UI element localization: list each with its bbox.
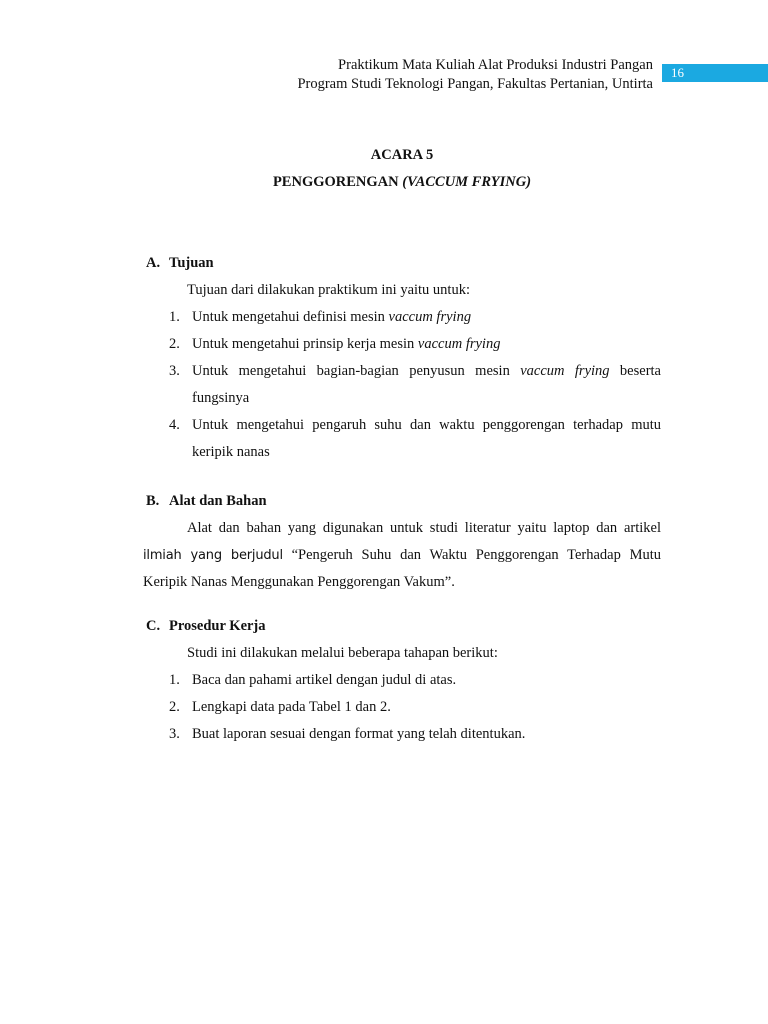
- list-item-number: 4.: [169, 417, 180, 433]
- section-b-line-2: [143, 542, 661, 569]
- document-body: [143, 254, 661, 748]
- section-b-letter: B.: [146, 493, 160, 509]
- list-item: [143, 331, 661, 358]
- section-b-line-2-rest: “Pengeruh Suhu dan Waktu Penggorengan Terhadap Mutu: [282, 547, 661, 563]
- list-item-number: 1.: [169, 309, 180, 325]
- list-item-tail: beserta fungsinya: [192, 363, 661, 406]
- list-item-number: 2.: [169, 336, 180, 352]
- list-item-number: 1.: [169, 672, 180, 688]
- list-item-text: Untuk mengetahui bagian-bagian penyusun mesin: [192, 363, 521, 379]
- list-item-text: Untuk mengetahui definisi mesin: [192, 309, 389, 325]
- list-item-italic: vaccum frying: [520, 363, 610, 379]
- header-course-line: Praktikum Mata Kuliah Alat Produksi Industri Pangan: [338, 57, 653, 73]
- section-a-letter: A.: [146, 255, 161, 271]
- acara-label: ACARA 5: [370, 147, 434, 163]
- list-item-number: 2.: [169, 699, 180, 715]
- topic-title: [143, 173, 661, 191]
- section-a-title: Tujuan: [169, 255, 214, 271]
- list-item-number: 3.: [169, 726, 180, 742]
- list-item-text: Untuk mengetahui prinsip kerja mesin: [192, 336, 418, 352]
- section-a-heading: [143, 254, 661, 273]
- section-b-line-1: Alat dan bahan yang digunakan untuk studi literatur yaitu laptop dan artikel: [187, 520, 661, 536]
- section-b-line-3: [143, 569, 661, 596]
- section-c-letter: C.: [146, 618, 161, 634]
- section-b-line-3-end: .: [451, 574, 455, 590]
- page-number-badge: [662, 64, 768, 82]
- section-b-paragraph: [143, 515, 661, 596]
- topic-title-italic: (VACCUM FRYING): [402, 174, 532, 190]
- running-header: [297, 56, 653, 94]
- section-c-title: Prosedur Kerja: [169, 618, 266, 634]
- list-item-italic: vaccum frying: [388, 309, 472, 325]
- list-item: [143, 667, 661, 694]
- list-item: [143, 412, 661, 466]
- topic-title-main: PENGGORENGAN: [272, 174, 399, 190]
- list-item: [143, 721, 661, 748]
- list-item-number: 3.: [169, 363, 180, 379]
- list-item: [143, 304, 661, 331]
- list-item-text: Untuk mengetahui pengaruh suhu dan waktu penggorengan terhadap mutu keripik nanas: [192, 417, 661, 460]
- section-c-heading: [143, 617, 661, 636]
- list-item-text: Buat laporan sesuai dengan format yang telah ditentukan.: [192, 726, 526, 742]
- section-b-heading: [143, 492, 661, 511]
- section-a-intro: Tujuan dari dilakukan praktikum ini yaitu untuk:: [187, 282, 470, 298]
- list-item-text: Lengkapi data pada Tabel 1 dan 2.: [192, 699, 391, 715]
- list-item-italic: vaccum frying: [417, 336, 501, 352]
- section-b-line-3-text: Keripik Nanas Menggunakan Penggorengan Vakum”: [143, 574, 452, 590]
- section-a-list: [143, 304, 661, 466]
- list-item-text: Baca dan pahami artikel dengan judul di atas.: [192, 672, 457, 688]
- list-item: [143, 694, 661, 721]
- section-c-list: [143, 667, 661, 748]
- section-c-intro: Studi ini dilakukan melalui beberapa tahapan berikut:: [187, 645, 498, 661]
- page-number: 16: [671, 65, 684, 80]
- document-title: [143, 146, 661, 191]
- header-program-line: Program Studi Teknologi Pangan, Fakultas Pertanian, Untirta: [297, 76, 653, 92]
- section-b-line-2-prefix: ilmiah yang berjudul: [143, 548, 283, 563]
- section-b-title: Alat dan Bahan: [169, 493, 267, 509]
- list-item: [143, 358, 661, 412]
